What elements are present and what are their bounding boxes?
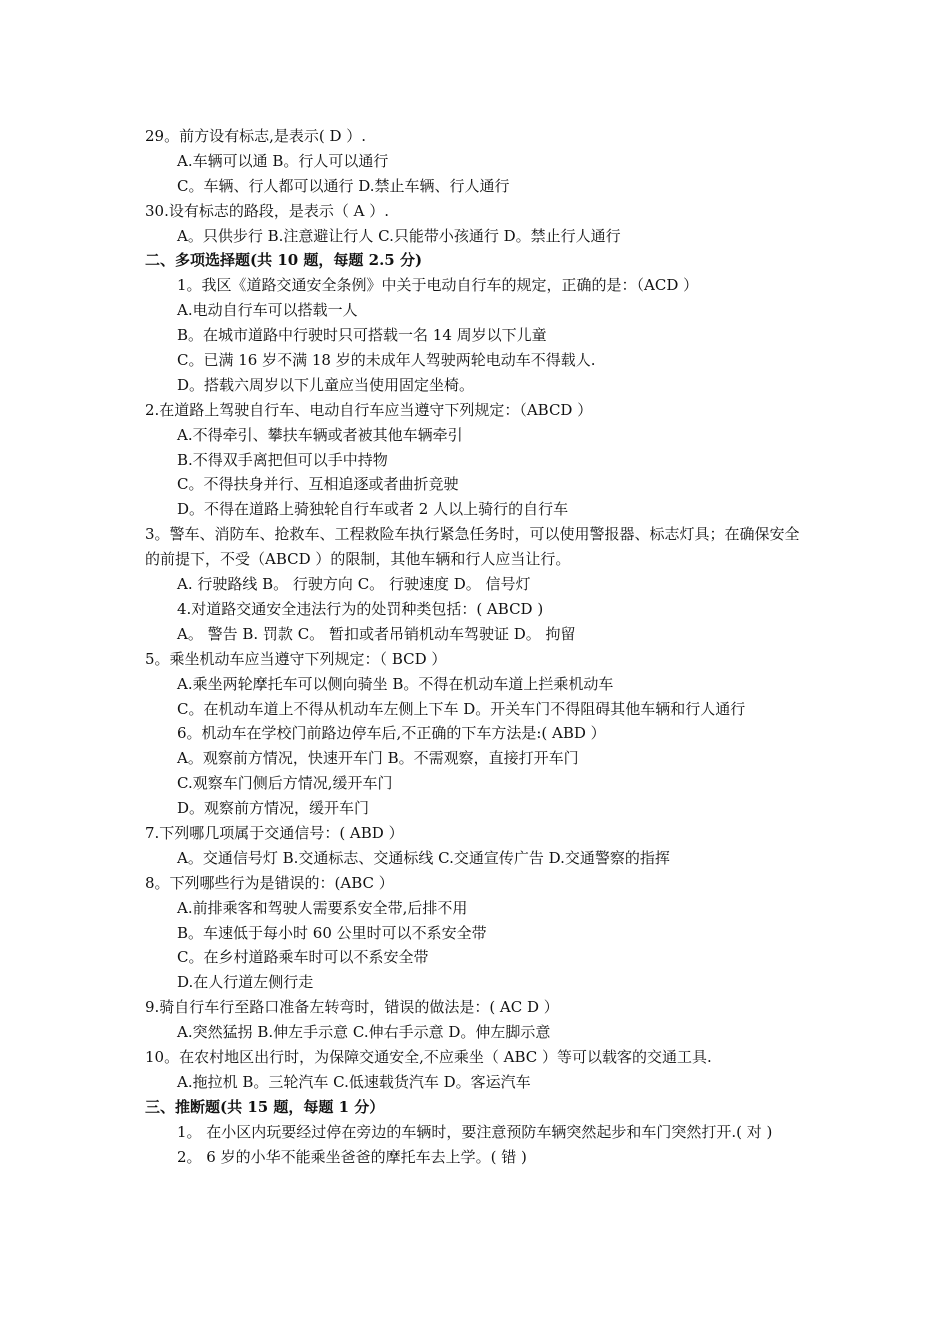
mc-question-8-option-d: D.在人行道左侧行走 xyxy=(177,973,314,992)
mc-question-1-option-a: A.电动自行车可以搭载一人 xyxy=(177,301,358,320)
question-29-options-1: A.车辆可以通 B。行人可以通行 xyxy=(177,151,389,170)
mc-question-2: 2.在道路上驾驶自行车、电动自行车应当遵守下列规定：（ABCD ） xyxy=(145,400,593,419)
mc-question-1-option-c: C。已满 16 岁不满 18 岁的未成年人驾驶两轮电动车不得载人. xyxy=(177,351,596,370)
mc-question-5-options-2 xyxy=(145,697,810,722)
mc-question-3: 3。警车、消防车、抢救车、工程救险车执行紧急任务时，可以使用警报器、标志灯具；在确保安全的前提下，不受（ABCD ）的限制，其他车辆和行人应当让行。 xyxy=(145,525,800,569)
question-29-options-2: C。车辆、行人都可以通行 D.禁止车辆、行人通行 xyxy=(177,176,510,195)
mc-question-6-option-d: D。观察前方情况，缓开车门 xyxy=(177,799,370,818)
mc-question-8-option-a: A.前排乘客和驾驶人需要系安全带,后排不用 xyxy=(177,898,468,917)
mc-question-8-option-b: B。车速低于每小时 60 公里时可以不系安全带 xyxy=(177,923,487,942)
document-body xyxy=(145,124,810,1169)
mc-question-9: 9.骑自行车行至路口准备左转弯时，错误的做法是：( AC D ） xyxy=(145,998,559,1017)
mc-question-7-options: A。交通信号灯 B.交通标志、交通标线 C.交通宣传广告 D.交通警察的指挥 xyxy=(177,848,670,867)
mc-question-6: 6。机动车在学校门前路边停车后,不正确的下车方法是:( ABD ） xyxy=(177,724,606,743)
question-29: 29。前方设有标志,是表示( D ）. xyxy=(145,127,367,145)
mc-question-2-option-d: D。不得在道路上骑独轮自行车或者 2 人以上骑行的自行车 xyxy=(177,500,569,519)
question-30-options: A。只供步行 B.注意避让行人 C.只能带小孩通行 D。禁止行人通行 xyxy=(177,226,621,245)
tf-question-2: 2。 6 岁的小华不能乘坐爸爸的摩托车去上学。( 错 ) xyxy=(177,1147,527,1166)
mc-question-1-option-b: B。在城市道路中行驶时只可搭载一名 14 周岁以下儿童 xyxy=(177,326,547,345)
mc-question-8-option-c: C。在乡村道路乘车时可以不系安全带 xyxy=(177,948,429,967)
mc-question-5-options-1: A.乘坐两轮摩托车可以侧向骑坐 B。不得在机动车道上拦乘机动车 xyxy=(177,674,614,693)
mc-question-6-options-1: A。观察前方情况，快速开车门 B。不需观察，直接打开车门 xyxy=(177,749,579,768)
mc-question-10: 10。在农村地区出行时，为保障交通安全,不应乘坐（ ABC ）等可以载客的交通工具. xyxy=(145,1048,712,1066)
mc-question-8: 8。下列哪些行为是错误的：(ABC ） xyxy=(145,873,394,892)
mc-question-2-option-b: B.不得双手离把但可以手中持物 xyxy=(177,450,388,469)
section-3-heading: 三、推断题(共 15 题，每题 1 分） xyxy=(145,1097,385,1116)
mc-question-1: 1。我区《道路交通安全条例》中关于电动自行车的规定，正确的是：（ACD ） xyxy=(177,276,699,295)
mc-question-4: 4.对道路交通安全违法行为的处罚种类包括：( ABCD ) xyxy=(177,599,544,618)
mc-question-5-options-2-text: C。在机动车道上不得从机动车左侧上下车 D。开关车门不得阻碍其他车辆和行人通行 xyxy=(177,699,746,718)
mc-question-7: 7.下列哪几项属于交通信号：( ABD ） xyxy=(145,823,404,842)
mc-question-9-options: A.突然猛拐 B.伸左手示意 C.伸右手示意 D。伸左脚示意 xyxy=(177,1023,551,1042)
mc-question-4-options: A。 警告 B. 罚款 C。 暂扣或者吊销机动车驾驶证 D。 拘留 xyxy=(177,624,576,643)
mc-question-3-options: A. 行驶路线 B。 行驶方向 C。 行驶速度 D。 信号灯 xyxy=(177,575,531,594)
section-2-heading: 二、多项选择题(共 10 题，每题 2.5 分) xyxy=(145,251,423,270)
mc-question-2-option-a: A.不得牵引、攀扶车辆或者被其他车辆牵引 xyxy=(177,425,463,444)
mc-question-6-option-c: C.观察车门侧后方情况,缓开车门 xyxy=(177,774,393,793)
tf-question-1 xyxy=(145,1120,810,1145)
mc-question-2-option-c: C。不得扶身并行、互相追逐或者曲折竞驶 xyxy=(177,475,459,494)
question-30: 30.设有标志的路段，是表示（ A ）. xyxy=(145,201,389,220)
mc-question-5: 5。乘坐机动车应当遵守下列规定：（ BCD ） xyxy=(145,649,447,668)
tf-question-1-text: 1。 在小区内玩要经过停在旁边的车辆时，要注意预防车辆突然起步和车门突然打开.( 对 ) xyxy=(177,1122,773,1141)
mc-question-10-options: A.拖拉机 B。三轮汽车 C.低速载货汽车 D。客运汽车 xyxy=(177,1072,531,1091)
mc-question-1-option-d: D。搭载六周岁以下儿童应当使用固定坐椅。 xyxy=(177,375,475,394)
